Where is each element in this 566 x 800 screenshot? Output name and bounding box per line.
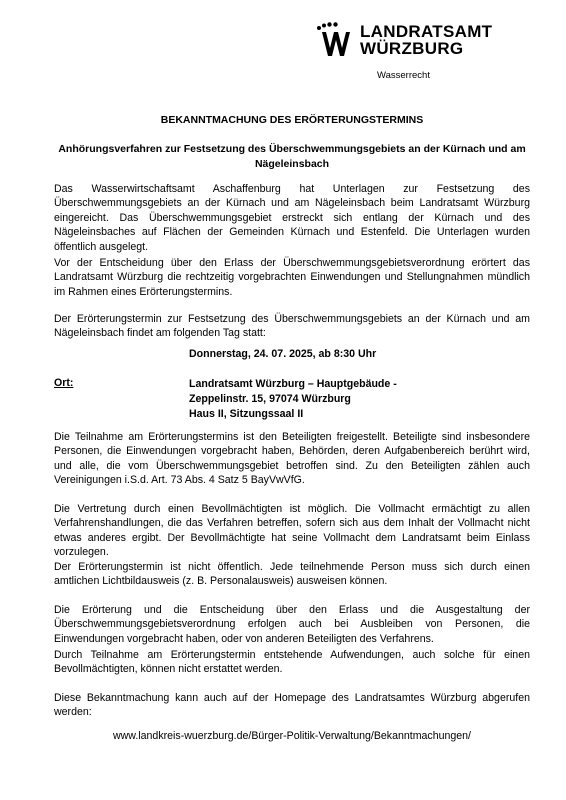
paragraph-nicht-oeffentlich: Der Erörterungstermin ist nicht öffentlich. Jede teilnehmende Person muss sich durch einen amtlichen Lichtbildausweis (z. B. Personalausweis) ausweisen können. [54, 561, 530, 588]
paragraph-erörterung: Vor der Entscheidung über den Erlass der Überschwemmungsgebietsverordnung erörtert das Landratsamt Würzburg die rechtzeitig vorgebrachten Einwendungen und Stellungnahmen mündlich im Rahmen eines Erörterungstermins. [54, 257, 530, 298]
location-line-3: Haus II, Sitzungssaal II [189, 408, 304, 420]
location-label: Ort: [54, 377, 74, 389]
paragraph-vertretung: Die Vertretung durch einen Bevollmächtigten ist möglich. Die Vollmacht ermächtigt zu allen Verfahrenshandlungen, die das Verfahren betreffen, sofern sich aus dem Inhalt der Vollmacht nicht etwas anderes ergibt. Der Bevollmächtigte hat seine Vollmacht dem Landratsamt beim Einlass vorzulegen. [54, 503, 530, 559]
paragraph-homepage: Diese Bekanntmachung kann auch auf der Homepage des Landratsamtes Würzburg abgerufen werden: [54, 692, 530, 719]
document-subtitle: Anhörungsverfahren zur Festsetzung des Überschwemmungsgebiets an der Kürnach und am Nägeleinsbach [58, 143, 526, 170]
appointment-date: Donnerstag, 24. 07. 2025, ab 8:30 Uhr [189, 348, 377, 360]
paragraph-teilnahme: Die Teilnahme am Erörterungstermins ist den Beteiligten freigestellt. Beteiligte sind insbesondere Personen, die Einwendungen vorgebracht haben, Behörden, deren Aufgabenbereich berührt wird, und alle, die vom Überschwemmungsgebiet betroffen sind. Zu den Beteiligten zählen auch Vereinigungen i.S.d. Art. 73 Abs. 4 Satz 5 BayVwVfG. [54, 431, 530, 487]
logo-w-icon [316, 22, 358, 58]
location-line-2: Zeppelinstr. 15, 97074 Würzburg [189, 393, 351, 405]
homepage-url: www.landkreis-wuerzburg.de/Bürger-Politik-Verwaltung/Bekanntmachungen/ [112, 730, 471, 742]
location-address [189, 377, 397, 422]
paragraph-intro: Das Wasserwirtschaftsamt Aschaffenburg hat Unterlagen zur Festsetzung des Überschwemmungsgebiets an der Kürnach und am Nägeleinsbach beim Landratsamt Würzburg eingereicht. Das Überschwemmungsgebiet erstreckt sich entlang der Kürnach und des Nägeleinsbaches auf Flächen der Gemeinden Kürnach und Estenfeld. Die Unterlagen wurden öffentlich ausgelegt. [54, 183, 530, 253]
location-line-1: Landratsamt Würzburg – Hauptgebäude - [189, 378, 397, 390]
department-label: Wasserrecht [377, 70, 430, 81]
logo-text-line2: WÜRZBURG [360, 39, 464, 58]
paragraph-entscheidung: Die Erörterung und die Entscheidung über den Erlass und die Ausgestaltung der Überschwemmungsgebietsverordnung erfolgen auch bei Ausbleiben von Personen, die Einwendungen vorgebracht haben, oder von anderen Beteiligten des Verfahrens. [54, 604, 530, 645]
paragraph-aufwendungen: Durch Teilnahme am Erörterungstermin entstehende Aufwendungen, auch solche für einen Bevollmächtigten, können nicht erstattet werden. [54, 649, 530, 676]
document-title: BEKANNTMACHUNG DES ERÖRTERUNGSTERMINS [160, 114, 424, 126]
logo-text-line1: LANDRATSAMT [360, 22, 493, 41]
landratsamt-logo [316, 22, 516, 68]
paragraph-termin: Der Erörterungstermin zur Festsetzung des Überschwemmungsgebiets an der Kürnach und am Nägeleinsbach findet am folgenden Tag statt: [54, 313, 530, 340]
